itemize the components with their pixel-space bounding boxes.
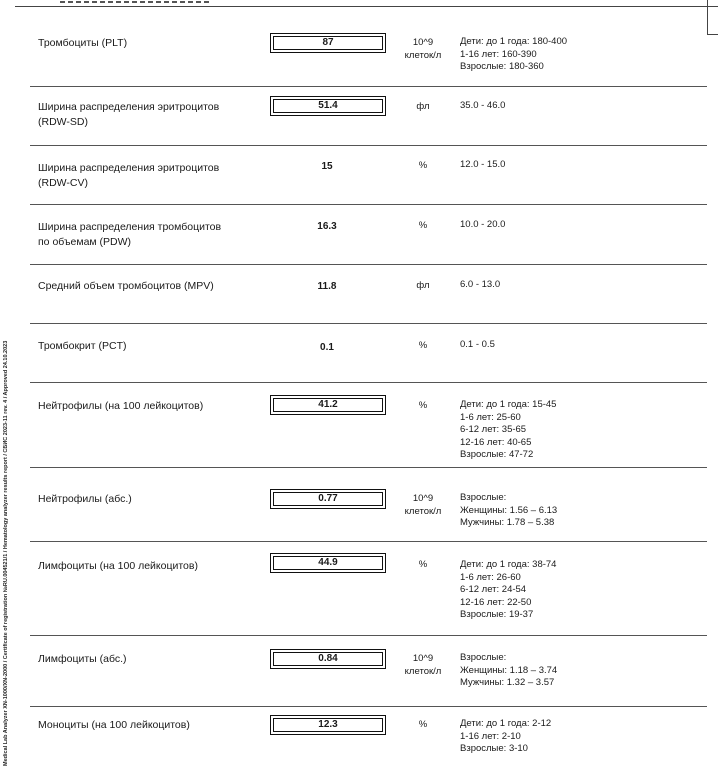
result-value: 15: [321, 161, 333, 172]
unit-line: %: [418, 559, 428, 570]
test-name: [38, 279, 214, 294]
reference-range: [460, 718, 551, 756]
reference-line: Взрослые: 180-360: [460, 61, 544, 73]
unit-line: клеток/л: [404, 50, 442, 61]
reference-range: [460, 559, 556, 622]
flagged-result-value: 41.2: [270, 395, 386, 415]
test-name-line: Тромбоциты (PLT): [38, 37, 128, 49]
test-name: [38, 220, 221, 250]
unit-line: фл: [416, 280, 430, 291]
test-name-line: Моноциты (на 100 лейкоцитов): [38, 719, 190, 731]
reference-line: Взрослые: 47-72: [460, 449, 534, 461]
test-name: [38, 652, 127, 667]
unit: [398, 159, 448, 172]
table-row: [30, 707, 707, 767]
table-row: [30, 205, 707, 265]
table-row: [30, 87, 707, 146]
test-name: [38, 161, 219, 191]
table-row: [30, 146, 707, 205]
reference-line: Дети: до 1 года: 180-400: [460, 36, 568, 47]
table-row: [30, 324, 707, 383]
reference-line: 1-6 лет: 26-60: [460, 571, 521, 583]
table-row: [30, 636, 707, 707]
result-value: 0.1: [320, 342, 334, 353]
flagged-result-value: 12.3: [270, 715, 386, 735]
test-name-line: Ширина распределения тромбоцитов: [38, 221, 222, 233]
test-name-line: Нейтрофилы (абс.): [38, 493, 132, 505]
test-name-line: Лимфоциты (абс.): [38, 653, 127, 665]
test-name-line: Ширина распределения эритроцитов: [38, 101, 220, 113]
unit-line: 10^9: [412, 493, 434, 504]
reference-line: 6-12 лет: 35-65: [460, 424, 527, 436]
reference-line: Взрослые:: [460, 492, 507, 503]
reference-range: [460, 100, 505, 113]
test-name-line: Средний объем тромбоцитов (MPV): [38, 280, 214, 292]
unit: [398, 100, 448, 113]
flagged-result-value: 51.4: [270, 96, 386, 116]
side-margin-note: [1, 0, 11, 766]
test-name-line: Лимфоциты (на 100 лейкоцитов): [38, 560, 198, 572]
test-name-line: (RDW-CV): [38, 177, 88, 189]
unit: [398, 718, 448, 731]
reference-line: 10.0 - 20.0: [460, 219, 506, 230]
test-name: [38, 339, 126, 354]
unit: [398, 558, 448, 571]
reference-line: 1-16 лет: 160-390: [460, 48, 537, 60]
reference-line: 12-16 лет: 40-65: [460, 436, 532, 448]
reference-line: Дети: до 1 года: 2-12: [460, 718, 552, 729]
table-row: [30, 383, 707, 468]
flagged-result-value: 0.77: [270, 489, 386, 509]
reference-line: Взрослые: 19-37: [460, 609, 534, 621]
reference-line: Взрослые:: [460, 652, 507, 663]
table-row: [30, 542, 707, 636]
unit-line: клеток/л: [404, 666, 442, 677]
test-name: [38, 100, 219, 130]
table-row: [30, 468, 707, 542]
reference-line: 0.1 - 0.5: [460, 339, 495, 350]
reference-line: 12.0 - 15.0: [460, 159, 506, 170]
reference-line: Мужчины: 1.78 – 5.38: [460, 517, 555, 529]
unit: [398, 652, 448, 678]
table-row: [30, 265, 707, 324]
unit: [398, 399, 448, 412]
unit-line: фл: [416, 101, 430, 112]
result-value: 11.8: [317, 281, 337, 292]
reference-range: [460, 492, 557, 530]
reference-line: 1-16 лет: 2-10: [460, 730, 521, 742]
test-name: [38, 718, 190, 733]
unit-line: %: [418, 220, 428, 231]
unit-line: клеток/л: [404, 506, 442, 517]
test-name: [38, 492, 132, 507]
reference-range: [460, 652, 557, 690]
reference-range: [460, 219, 505, 232]
flagged-result-value: 44.9: [270, 553, 386, 573]
unit: [398, 219, 448, 232]
unit-line: %: [418, 160, 428, 171]
reference-range: [460, 399, 556, 462]
test-name-line: Нейтрофилы (на 100 лейкоцитов): [38, 400, 204, 412]
test-name-line: Тромбокрит (PCT): [38, 340, 127, 352]
flagged-result-value: 0.84: [270, 649, 386, 669]
result-value: 16.3: [317, 221, 337, 232]
table-row: [30, 7, 707, 87]
page-edge: [707, 0, 708, 34]
flagged-result-value: 87: [270, 33, 386, 53]
side-margin-note-text: Medical Lab Analyzer XN-1000/XN-2000 / Certificate of registration №RU.004521/1 / Hematology analyzer results report / СБИС 2023-11 rev. 4 / Approved 24.10.2023: [3, 340, 9, 766]
reference-line: 12-16 лет: 22-50: [460, 596, 532, 608]
unit-line: 10^9: [412, 37, 434, 48]
test-name: [38, 559, 198, 574]
reference-line: Мужчины: 1.32 – 3.57: [460, 677, 555, 689]
unit-line: 10^9: [412, 653, 434, 664]
unit: [398, 279, 448, 292]
page-edge-corner: [707, 34, 718, 35]
unit-line: %: [418, 340, 428, 351]
unit: [398, 492, 448, 518]
unit: [398, 339, 448, 352]
test-name: [38, 36, 127, 51]
reference-line: 35.0 - 46.0: [460, 100, 506, 111]
unit-line: %: [418, 400, 428, 411]
reference-range: [460, 339, 495, 352]
test-name-line: (RDW-SD): [38, 116, 88, 128]
reference-line: 1-6 лет: 25-60: [460, 411, 521, 423]
reference-line: Дети: до 1 года: 38-74: [460, 559, 557, 570]
reference-range: [460, 279, 500, 292]
test-name-line: Ширина распределения эритроцитов: [38, 162, 220, 174]
reference-line: 6-12 лет: 24-54: [460, 584, 527, 596]
unit-line: %: [418, 719, 428, 730]
unit: [398, 36, 448, 62]
test-name: [38, 399, 203, 414]
reference-line: 6.0 - 13.0: [460, 279, 501, 290]
test-name-line: по объемам (PDW): [38, 236, 132, 248]
top-cut-header: [60, 0, 210, 3]
reference-range: [460, 36, 567, 74]
reference-range: [460, 159, 505, 172]
reference-line: Женщины: 1.56 – 6.13: [460, 504, 558, 516]
reference-line: Взрослые: 3-10: [460, 743, 528, 755]
reference-line: Женщины: 1.18 – 3.74: [460, 664, 558, 676]
reference-line: Дети: до 1 года: 15-45: [460, 399, 557, 410]
